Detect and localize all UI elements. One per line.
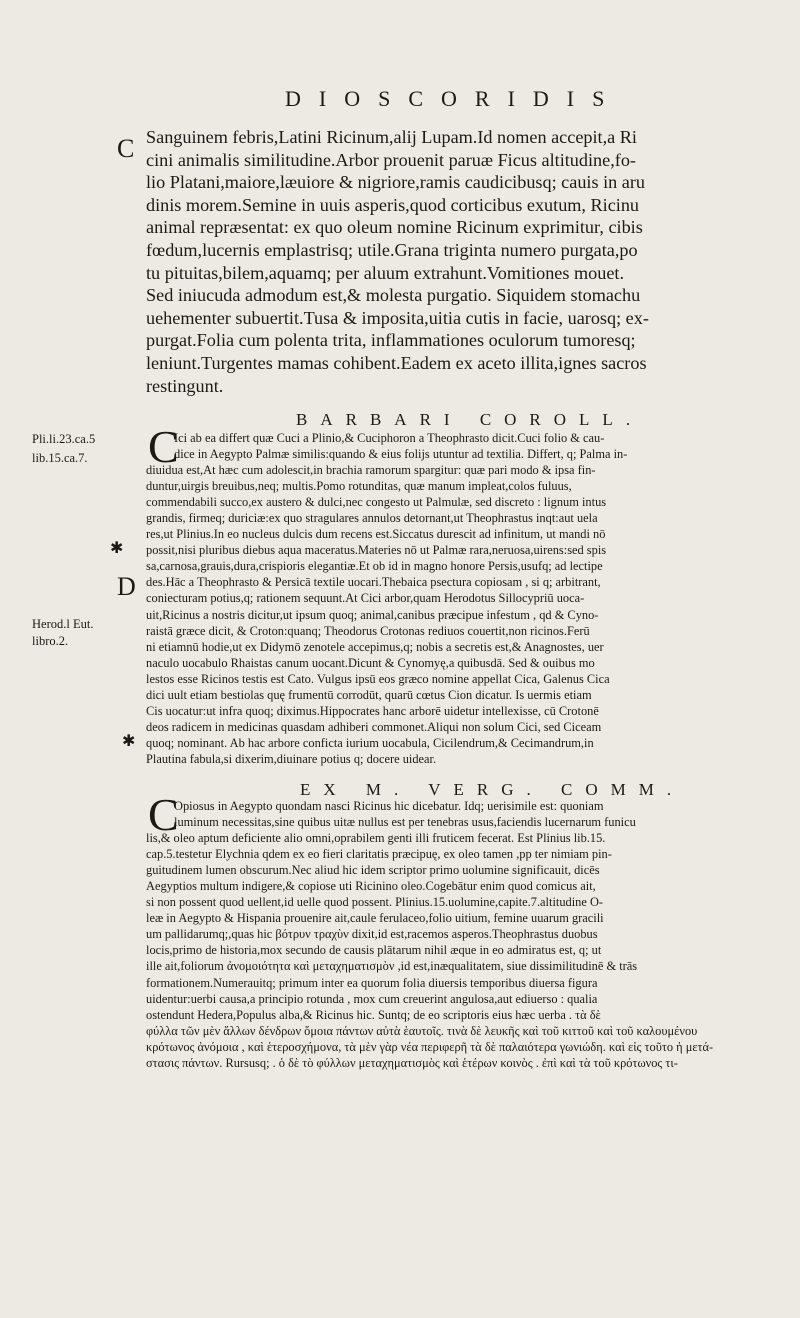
main-text-line: leniunt.Turgentes mamas cohibent.Eadem ex aceto illita,ignes sacros (146, 352, 647, 373)
main-text-line: dinis morem.Semine in uuis asperis,quod corticibus exutum, Ricinu (146, 194, 640, 215)
main-text-line: lio Platani,maiore,læuiore & nigriore,ramis caudicibusq; cauis in aru (146, 172, 646, 193)
running-head: DIOSCORIDIS (285, 86, 623, 111)
comm-line: luminum necessitas,sine quibus uitæ nullus est per tenebras usus,faciendis lucernarum funicu (174, 815, 636, 830)
barbari-line: deos radicem in medicinas quasdam adhiberi commonet.Aliqui non solum Cici, sed Ciceam (146, 719, 602, 734)
comm-line: cap.5.testetur Elychnia qdem ex eo fieri claritatis præcipuę, ex oleo tamen ,pp ter nimiam pin- (146, 847, 612, 862)
section-heading-barbari: BARBARI COROLL. (296, 410, 644, 429)
margin-note-herodotus-b: libro.2. (32, 634, 69, 648)
barbari-line: des.Hāc a Theophrasto & Persicā textile uocari.Thebaica psectura copiosam , si q; arbitrant, (146, 575, 601, 590)
margin-note-pliny-b: lib.15.ca.7. (32, 451, 88, 465)
main-text-line: cini animalis similitudine.Arbor prouenit paruæ Ficus altitudine,fo- (146, 149, 636, 170)
main-text-line: fœdum,lucernis emplastrisq; utile.Grana triginta numero purgata,po (146, 239, 638, 260)
barbari-line: uit,Ricinus a nostris dicitur,ut ipsum quoq; animal,canibus præcipue infestum , qd & Cyno- (146, 607, 599, 622)
margin-note-pliny-a: Pli.li.23.ca.5 (32, 432, 96, 446)
comm-line: ostendunt Hedera,Populus alba,& Ricinus hic. Suntq; de eo scriptoris eius hæc uerba . τὰ δὲ (146, 1007, 601, 1022)
comm-line: um pallidarumq;,quas hic βότρυν τραχὺν dixit,id est,racemos asperos.Theophrastus duobus (146, 927, 598, 942)
margin-note-herodotus-a: Herod.l Eut. (32, 617, 94, 631)
comm-line: φύλλα τῶν μὲν ἄλλων δένδρων ὅμοια πάντων αὐτὰ ἑαυτοῖς. τινὰ δὲ λευκῆς καὶ τοῦ κιττοῦ καὶ τοῦ καλουμένου (146, 1023, 698, 1038)
barbari-line: Ici ab ea differt quæ Cuci a Plinio,& Cuciphoron a Theophrasto dicit.Cuci folio & cau- (174, 431, 605, 445)
comm-line: si non possent quod uellent,id uelle quod possent. Plinius.15.uolumine,capite.7.altitudine O- (146, 895, 604, 910)
comm-line: ille ait,foliorum ἀνομοιότητα καὶ μεταχηματισμὸν ,id est,inæqualitatem, siue dissimilitudinē & trās (146, 959, 638, 974)
barbari-line: coniecturam potius,q; rationem sequunt.At Cici arbor,quam Herodotus Sillocypriū uoca- (146, 591, 585, 606)
barbari-line: diuidua est,At hæc cum adolescit,in brachia ramorum spargitur: quæ pari modo & ipsa fin- (146, 463, 596, 478)
margin-letter-d: D (117, 572, 136, 601)
comm-line: formationem.Numerauitq; primum inter ea quorum folia diuersis temporibus diuersa figura (146, 975, 598, 990)
main-text-line: uehementer subuertit.Tusa & imposita,uitia cutis in facie, uarosq; ex- (146, 307, 649, 328)
comm-text-block (146, 798, 786, 1071)
comm-line: lis,& oleo aptum deficiente alio omni,oprabilem genti illi fruticem fecerat. Est Plinius lib.15. (146, 831, 606, 846)
main-text-line: tu pituitas,bilem,aquamq; per aluum extrahunt.Vomitiones mouet. (146, 262, 625, 283)
main-text-line: Sed iniucuda admodum est,& molesta purgatio. Siquidem stomachu (146, 285, 641, 306)
comm-line: leæ in Aegypto & Hispania prouenire ait,caule ferulaceo,folio uitium, femine uuarum gracili (146, 911, 604, 926)
main-text-line: Sanguinem febris,Latini Ricinum,alij Lupam.Id nomen accepit,a Ri (146, 127, 637, 147)
barbari-line: possit,nisi pluribus diebus aqua maceratus.Materies nō ut Palmæ rara,neruosa,uirens:sed spis (146, 543, 607, 558)
margin-letter-c: C (117, 134, 135, 163)
comm-line: κρότωνος ἀνόμοια , καὶ ἑτεροσχήμονα, τὰ μὲν γὰρ νέα περιφερῆ τὰ δὲ παλαιότερα γωνιώδη. καὶ εἰς τοῦτο ἡ μετά- (146, 1039, 714, 1054)
margin-star-icon: ✱ (122, 731, 136, 750)
margin-star-icon: ✱ (110, 538, 124, 557)
barbari-line: naculo uocabulo Rhaistas canum uocant.Dicunt & Cynomyę,a quibusdā. Sed & ouibus mo (146, 655, 595, 670)
barbari-text-block (146, 430, 786, 767)
comm-line: Aegyptios multum indigere,& copiose uti Ricinino oleo.Cogebātur enim quod comicus ait, (146, 879, 596, 894)
main-text-block (146, 126, 786, 397)
comm-line: Opiosus in Aegypto quondam nasci Ricinus hic dicebatur. Idq; uerisimile est: quoniam (174, 799, 604, 813)
main-text-line: animal repræsentat: ex quo oleum nomine Ricinum exprimitur, cibis (146, 217, 643, 238)
comm-line: στασις πάντων. Rursusq; . ὁ δὲ τὸ φύλλων μεταχηματισμὸς καὶ ἑτέρων κοινὸς . ἐπὶ καὶ τὰ τοῦ κρότωνος τι- (146, 1055, 678, 1070)
initial-letter-comm: C (148, 789, 179, 840)
barbari-line: grandis, firmeq; duriciæ:ex quo stragulares annulos detornant,ut Theophrastus inqt:aut uela (146, 511, 598, 526)
comm-line: locis,primo de historia,mox secundo de causis plātarum nihil æque in eo admiratus est, q; ut (146, 943, 602, 958)
barbari-line: lestos esse Ricinos testis est Cato. Vulgus ipsū eos græco nomine appellat Cica, Galenus Cica (146, 671, 610, 686)
main-text-line: restingunt. (146, 375, 224, 396)
comm-line: guitudinem lumen obscurum.Nec aliud hic idem scriptor primo uolumine significauit, dicēs (146, 863, 600, 878)
barbari-line: duntur,uirgis breuibus,neq; multis.Pomo rotunditas, quæ manum impleat,colos fuluus, (146, 479, 572, 494)
comm-line: uidentur:uerbi causa,a principio rotunda , mox cum creuerint angulosa,aut ediuerso : qualia (146, 991, 598, 1006)
barbari-line: dici uult etiam bestiolas quę frumentū corrodūt, quarū cœtus Cion dicatur. Is uermis etiam (146, 687, 592, 702)
main-text-line: purgat.Folia cum polenta trita, inflammationes oculorum tumoresq; (146, 330, 636, 351)
barbari-line: sa,carnosa,grauis,dura,crispioris elegantiæ.Et ob id in magno honore Persis,usufq; ad lectipe (146, 559, 603, 574)
barbari-line: Cis uocatur:ut infra quoq; diximus.Hippocrates hanc arborē uidetur intellexisse, cū Crotonē (146, 703, 599, 718)
barbari-line: dice in Aegypto Palmæ similis:quando & eius folijs utuntur ad textilia. Differt, q; Palma in- (174, 447, 628, 462)
initial-letter-barbari: C (148, 421, 179, 472)
barbari-line: Plautina fabula,si dixerim,diuinare potius q; docere uidear. (146, 751, 437, 766)
barbari-line: quoq; nominant. Ab hac arbore conficta iurium uocabula, Cicilendrum,& Cecimandrum,in (146, 735, 594, 750)
barbari-line: commendabili succo,ex austero & dulci,nec congesto ut Palmulæ, sed discreto : lignum intus (146, 495, 607, 510)
section-heading-comm: EX M. VERG. COMM. (300, 780, 685, 799)
barbari-line: raistā græce dicit, & Croton:quanq; Theodorus Crotonas rediuos couertit,non ricinos.Ferū (146, 623, 590, 638)
barbari-line: ni etiamnū hodie,ut ex Didymō zenotele accepimus,q; nobis a secretis est,& Anagnostes, uer (146, 639, 604, 654)
barbari-line: res,ut Plinius.In eo nucleus dulcis dum recens est.Siccatus durescit ad infinitum, ut mandi nō (146, 527, 606, 542)
